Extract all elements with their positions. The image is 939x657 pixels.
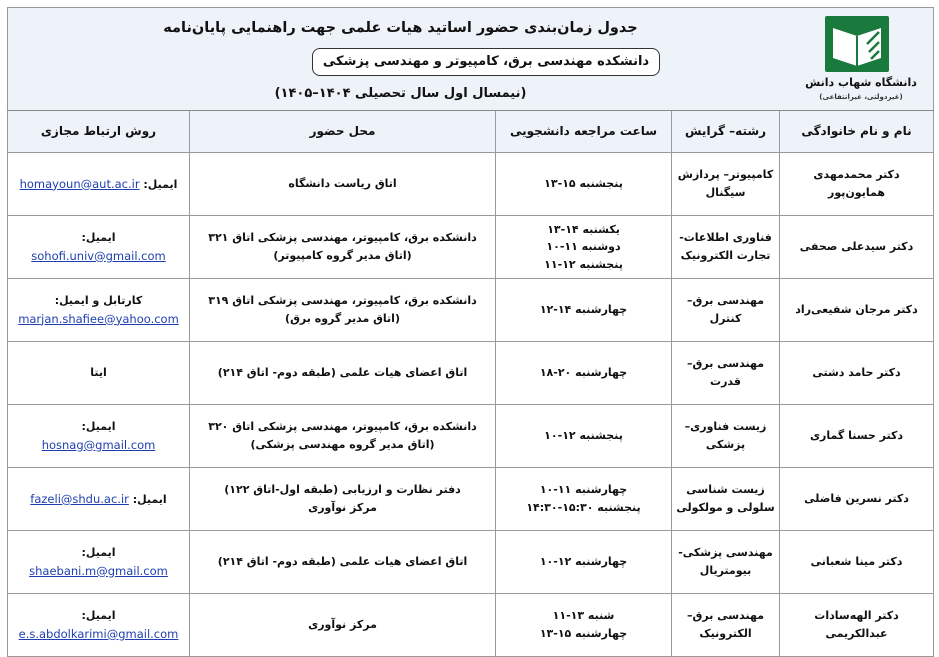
hours-cell <box>496 531 672 594</box>
location-cell <box>190 153 496 216</box>
professor-name <box>780 405 934 468</box>
logo-subtitle: (غیردولتی، غیرانتفاعی) <box>819 93 903 101</box>
professor-name-text: دکتر حسنا گماری <box>809 429 904 443</box>
location-cell <box>190 405 496 468</box>
field-line: کامپیوتر– پردازش <box>677 168 774 182</box>
professor-name-text: دکتر سیدعلی صحفی <box>799 240 914 254</box>
contact-label: ایمیل: <box>143 177 178 191</box>
professor-name-text: دکتر حامد دشتی <box>812 366 901 380</box>
contact-label: ایمیل: <box>81 609 116 622</box>
hours-line: چهارشنبه ۲۰-۱۸ <box>539 366 628 380</box>
hours-line: پنجشنبه ۱۵-۱۳ <box>544 177 623 191</box>
hours-cell <box>496 153 672 216</box>
field-cell <box>672 342 780 405</box>
email-link[interactable]: marjan.shafiee@yahoo.com <box>18 311 179 326</box>
location-line: دفتر نظارت و ارزیابی (طبقه اول-اتاق ۱۲۲) <box>224 483 461 497</box>
book-logo-icon <box>805 14 925 104</box>
field-cell <box>672 279 780 342</box>
contact-label: ایمیل: <box>81 231 116 244</box>
hours-line: پنجشنبه ۱۵:۳۰-۱۴:۳۰ <box>526 501 641 514</box>
contact-label: ایمیل: <box>81 546 116 559</box>
semester-label: (نیمسال اول سال تحصیلی ۱۴۰۴–۱۴۰۵) <box>274 86 527 101</box>
contact-cell <box>8 153 190 216</box>
field-line: سیگنال <box>705 186 746 199</box>
hours-line: پنجشنبه ۱۲-۱۱ <box>544 257 623 271</box>
hours-cell <box>496 279 672 342</box>
location-line: دانشکده برق، کامپیوتر، مهندسی پزشکی اتاق ۳۱۹ <box>208 294 477 308</box>
professor-name <box>780 216 934 279</box>
table-row <box>8 531 934 594</box>
hours-line: شنبه ۱۳-۱۱ <box>552 609 615 623</box>
document-header-row <box>8 8 934 111</box>
contact-label: ایتا <box>90 366 107 380</box>
document-header <box>8 8 934 111</box>
contact-label: ایمیل: <box>132 492 167 506</box>
field-line: پزشکی <box>705 438 746 451</box>
field-line: کنترل <box>709 312 742 325</box>
field-line: الکترونیک <box>699 627 752 640</box>
table-row <box>8 594 934 657</box>
email-link[interactable]: hosnag@gmail.com <box>41 437 156 452</box>
professor-name-text: دکتر الهه‌سادات عبدالکریمی <box>814 609 899 640</box>
hours-cell <box>496 405 672 468</box>
contact-cell <box>8 531 190 594</box>
col-location: محل حضور <box>190 111 496 153</box>
location-line: (اتاق مدیر گروه برق) <box>285 312 400 325</box>
field-line: زیست شناسی <box>686 483 765 497</box>
location-cell <box>190 468 496 531</box>
location-cell <box>190 216 496 279</box>
hours-line: چهارشنبه ۱۱-۱۰ <box>539 483 628 497</box>
contact-cell <box>8 405 190 468</box>
field-line: تجارت الکترونیک <box>680 249 771 262</box>
hours-cell <box>496 594 672 657</box>
contact-cell <box>8 342 190 405</box>
col-contact: روش ارتباط مجازی <box>8 111 190 153</box>
table-row <box>8 468 934 531</box>
table-row <box>8 216 934 279</box>
location-line: دانشکده برق، کامپیوتر، مهندسی پزشکی اتاق ۳۲۰ <box>208 420 477 434</box>
professor-name <box>780 153 934 216</box>
field-line: سلولی و مولکولی <box>676 501 775 514</box>
professor-name <box>780 531 934 594</box>
field-cell <box>672 153 780 216</box>
faculty-name: دانشکده مهندسی برق، کامپیوتر و مهندسی پزشکی <box>312 48 660 76</box>
email-link[interactable]: homayoun@aut.ac.ir <box>19 176 140 191</box>
col-hours: ساعت مراجعه دانشجویی <box>496 111 672 153</box>
table-row <box>8 153 934 216</box>
hours-line: یکشنبه ۱۴-۱۳ <box>547 222 620 236</box>
table-body <box>8 153 934 657</box>
location-line: دانشکده برق، کامپیوتر، مهندسی پزشکی اتاق ۳۲۱ <box>208 231 477 245</box>
university-logo <box>805 14 925 104</box>
email-link[interactable]: e.s.abdolkarimi@gmail.com <box>18 626 179 641</box>
location-line: (اتاق مدیر گروه مهندسی پزشکی) <box>250 438 435 451</box>
field-cell <box>672 405 780 468</box>
email-link[interactable]: fazeli@shdu.ac.ir <box>30 491 129 506</box>
table-row <box>8 342 934 405</box>
field-line: فناوری اطلاعات- <box>679 231 772 245</box>
field-line: مهندسی پزشکی- <box>678 546 773 560</box>
location-cell <box>190 594 496 657</box>
hours-line: پنجشنبه ۱۲-۱۰ <box>544 429 623 443</box>
contact-cell <box>8 216 190 279</box>
professor-name <box>780 468 934 531</box>
hours-cell <box>496 342 672 405</box>
schedule-table <box>7 7 934 657</box>
field-line: مهندسی برق– <box>687 294 765 308</box>
field-line: زیست فناوری– <box>684 420 767 434</box>
hours-cell <box>496 216 672 279</box>
location-cell <box>190 279 496 342</box>
professor-name <box>780 342 934 405</box>
hours-line: دوشنبه ۱۱-۱۰ <box>546 240 621 254</box>
field-line: مهندسی برق– <box>687 357 765 371</box>
location-line: اتاق اعضای هیات علمی (طبقه دوم- اتاق ۲۱۴) <box>217 366 468 380</box>
field-line: قدرت <box>710 375 741 388</box>
logo-text: دانشگاه شهاب دانش <box>805 76 917 89</box>
hours-line: چهارشنبه ۱۲-۱۰ <box>539 555 628 569</box>
hours-line: چهارشنبه ۱۴-۱۲ <box>539 303 628 317</box>
professor-name-text: دکتر نسرین فاضلی <box>804 492 909 506</box>
location-line: اتاق ریاست دانشگاه <box>288 177 397 191</box>
contact-cell <box>8 594 190 657</box>
location-cell <box>190 531 496 594</box>
field-line: مهندسی برق– <box>687 609 765 623</box>
professor-name <box>780 279 934 342</box>
field-cell <box>672 216 780 279</box>
hours-line: چهارشنبه ۱۵-۱۳ <box>539 627 628 640</box>
professor-name <box>780 594 934 657</box>
location-line: (اتاق مدیر گروه کامپیوتر) <box>273 249 412 262</box>
col-name: نام و نام خانوادگی <box>780 111 934 153</box>
location-cell <box>190 342 496 405</box>
document-title: جدول زمان‌بندی حضور اساتید هیات علمی جهت راهنمایی پایان‌نامه <box>163 20 638 36</box>
professor-name-text: دکتر مرجان شفیعی‌راد <box>795 303 918 317</box>
contact-cell <box>8 279 190 342</box>
location-line: اتاق اعضای هیات علمی (طبقه دوم- اتاق ۲۱۴) <box>217 555 468 569</box>
professor-name-text: دکتر مینا شعبانی <box>810 555 903 569</box>
hours-cell <box>496 468 672 531</box>
table-row <box>8 279 934 342</box>
field-line: بیومتریال <box>699 564 752 577</box>
professor-name-text: دکتر محمدمهدی همایون‌پور <box>813 168 900 199</box>
field-cell <box>672 531 780 594</box>
contact-label: ایمیل: <box>81 420 116 433</box>
contact-cell <box>8 468 190 531</box>
field-cell <box>672 468 780 531</box>
table-row <box>8 405 934 468</box>
location-line: مرکز نوآوری <box>308 501 377 514</box>
field-cell <box>672 594 780 657</box>
column-header-row <box>8 111 934 153</box>
email-link[interactable]: shaebani.m@gmail.com <box>29 563 168 578</box>
contact-label: کارتابل و ایمیل: <box>54 294 143 307</box>
location-line: مرکز نوآوری <box>308 618 377 632</box>
email-link[interactable]: sohofi.univ@gmail.com <box>31 248 166 263</box>
col-field: رشته– گرایش <box>672 111 780 153</box>
